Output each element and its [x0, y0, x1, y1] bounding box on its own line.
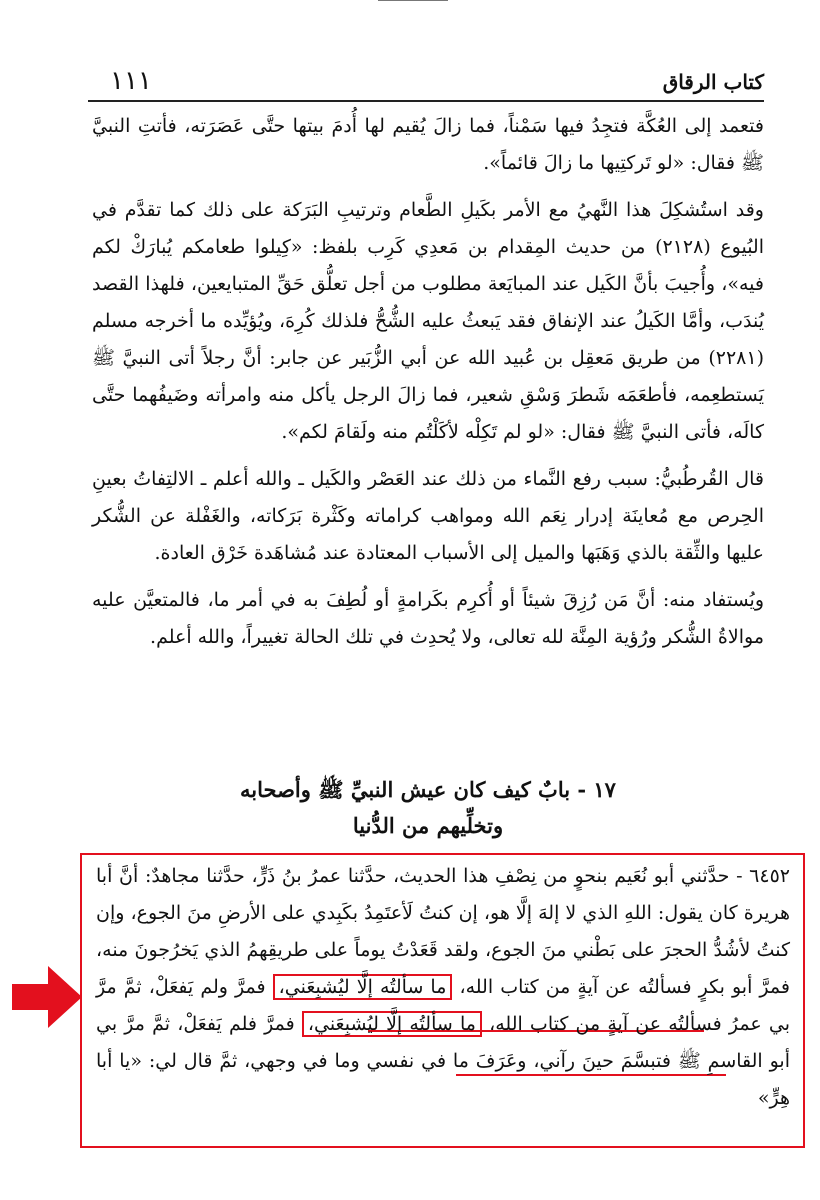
highlighted-phrase: ما سألتُه إلَّا ليُشبِعَني، [273, 974, 453, 1000]
book-title: كتاب الرقاق [662, 70, 764, 94]
right-arrow-icon [12, 966, 82, 1028]
hadith-text [96, 858, 790, 1117]
hadith-paragraph [96, 858, 790, 1117]
top-margin-mark [378, 0, 448, 5]
highlighted-phrase: ما سألتُه إلَّا ليُشبِعَني، [302, 1011, 482, 1037]
hadith-part-1: ٦٤٥٢ - حدَّثني أبو نُعَيم بنحوٍ من نِصْفِ هذا الحديث، حدَّثنا عمرُ بنُ ذَرٍّ، حدَّثنا مجاهدٌ: أنَّ أبا هريرة كان يقول: اللهِ الذي لا إلهَ إلَّا هو، إن كنتُ لَأعتَمِدُ بكَبِدي على الأرضِ منَ الجوع، وإن كنتُ لأشُدُّ الحجرَ على بَطْني منَ الجوع، ولقد قَعَدْتُ يوماً على طريقِهمُ الذي يَخرُجونَ منه، فمرَّ أبو بكرٍ فسألتُه عن آيةٍ من كتاب الله، [96, 865, 790, 998]
paragraph: وقد استُشكِلَ هذا النَّهيُ مع الأمر بكَيلِ الطَّعام وترتيبِ البَرَكة على ذلك كما تقدَّم في البُيوع (٢١٢٨) من حديث المِقدام بن مَعدِي كَرِب بلفظ: «كِيلوا طعامكم يُبارَكْ لكم فيه»، وأُجيبَ بأنَّ الكَيل عند المبايَعة مطلوب من أجل تعلُّق حَقِّ المتبايعين، فلهذا القصد يُندَب، وأمَّا الكَيلُ عند الإنفاق فقد يَبعثُ عليه الشُّحُّ فلذلك كُرِهَ، ويُؤيِّده ما أخرجه مسلم (٢٢٨١) من طريق مَعقِل بن عُبيد الله عن أبي الزُّبَير عن جابر: أنَّ رجلاً أتى النبيَّ ﷺ يَستطعِمه، فأطعَمَه شَطرَ وَسْقِ شعير، فما زالَ الرجل يأكل منه وامرأته وضَيفُهما حتَّى كالَه، فأتى النبيَّ ﷺ فقال: «لو لم تَكِلْه لأكَلْتُم منه ولَقامَ لكم». [92, 199, 764, 443]
chapter-title-line-1: ١٧ - بابٌ كيف كان عيش النبيِّ ﷺ وأصحابه [240, 777, 616, 802]
chapter-title-line-2: وتخلِّيهم من الدُّنيا [352, 813, 504, 838]
hadith-part-2: فمرَّ ولم يَفعَلْ، ثمَّ مرَّ بي عمرُ فسألتُه عن آيةٍ من كتاب الله، [96, 976, 791, 1035]
paragraph: ويُستفاد منه: أنَّ مَن رُزِقَ شيئاً أو أُكرِم بكَرامةٍ أو لُطِفَ به في أمر ما، فالمتعيَّن عليه موالاةُ الشُّكر ورُؤية المِنَّة لله تعالى، ولا يُحدِث في تلك الحالة تغييراً، والله أعلم. [92, 589, 764, 648]
commentary-text [92, 108, 764, 666]
page-number: ١١١ [110, 66, 152, 96]
hadith-part-3: فمرَّ فلم يَفعَلْ، ثمَّ مرَّ بي أبو القاسمِ ﷺ فتبسَّمَ حينَ رآني، وعَرَفَ ما في نفسي وما في وجهي، ثمَّ قال لي: «يا أبا هِرٍّ» [96, 1013, 790, 1109]
chapter-heading [92, 772, 764, 844]
page-header [88, 60, 764, 102]
paragraph: قال القُرطُبيُّ: سبب رفع النَّماء من ذلك عند العَصْر والكَيل ـ والله أعلم ـ الالتِفاتُ بعينِ الحِرص مع مُعاينَة إدرار نِعَم الله ومواهب كراماته وكَثْرة بَرَكاته، والغَفْلة عن الشُّكر عليها والثِّقة بالذي وَهَبَها والميل إلى الأسباب المعتادة عند مُشاهَدة خَرْق العادة. [92, 468, 764, 564]
paragraph: فتعمد إلى العُكَّة فتجِدُ فيها سَمْناً، فما زالَ يُقيم لها أُدمَ بيتها حتَّى عَصَرَته، فأتتِ النبيَّ ﷺ فقال: «لو تَركتِيها ما زالَ قائماً». [92, 115, 764, 174]
